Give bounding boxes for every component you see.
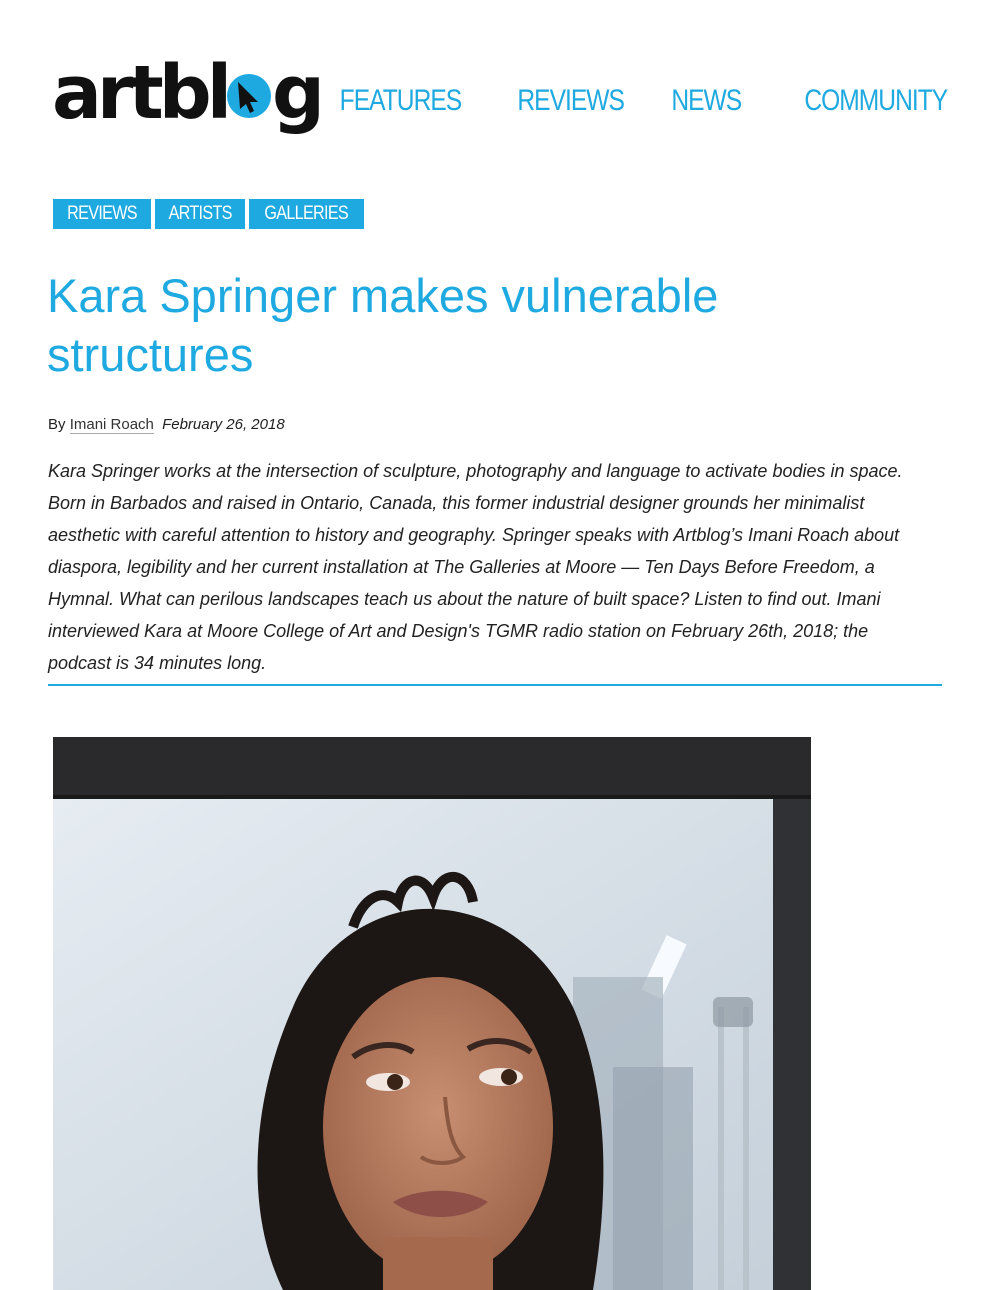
main-nav [313, 84, 947, 118]
tag-artists[interactable] [155, 199, 245, 229]
artblog-logo[interactable] [52, 40, 332, 160]
publish-date: February 26, 2018 [162, 416, 285, 433]
tag-label: GALLERIES [264, 203, 349, 224]
category-tags [53, 199, 364, 229]
article-title: Kara Springer makes vulnerable structures [47, 269, 719, 381]
tag-label: REVIEWS [67, 203, 137, 224]
divider [48, 684, 942, 686]
nav-community[interactable]: COMMUNITY [804, 84, 947, 117]
nav-news[interactable]: NEWS [670, 84, 741, 117]
artist-portrait-photo [53, 737, 811, 1290]
portrait-illustration [53, 737, 811, 1290]
tag-galleries[interactable] [249, 199, 363, 229]
byline [48, 416, 285, 433]
tag-label: ARTISTS [168, 203, 232, 224]
nav-reviews[interactable]: REVIEWS [517, 84, 624, 117]
tag-reviews[interactable] [53, 199, 151, 229]
cursor-arrow-icon [227, 74, 271, 118]
author-link[interactable]: Imani Roach [69, 416, 154, 433]
site-header [0, 0, 1000, 170]
nav-features[interactable]: FEATURES [340, 84, 462, 117]
svg-text:g: g [272, 50, 325, 136]
byline-prefix: By [48, 416, 66, 433]
svg-text:artbl: artbl [52, 50, 228, 136]
article-intro: Kara Springer works at the intersection of sculpture, photography and language to activate bodies in space. Born in Barbados and raised in Ontario, Canada, this former industrial designer grounds her minimalist aesthetic with careful attention to history and geography. Springer speaks with Artblog’s Imani Roach about diaspora, legibility and her current installation at The Galleries at Moore — Ten Days Before Freedom, a Hymnal. What can perilous landscapes teach us about the nature of built space? Listen to find out. Imani interviewed Kara at Moore College of Art and Design's TGMR radio station on February 26th, 2018; the podcast is 34 minutes long. [48, 461, 903, 673]
